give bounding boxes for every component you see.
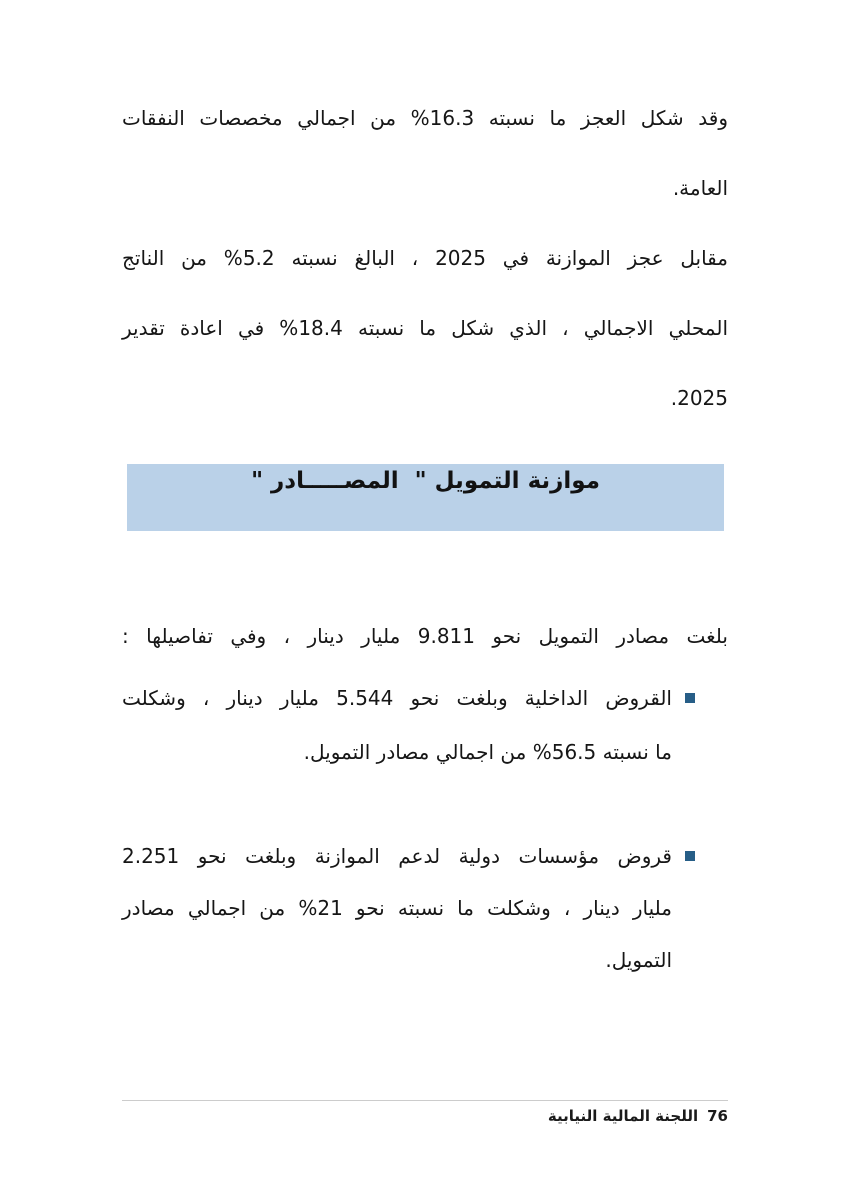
paragraph-line: المحلي الاجمالي ، الذي شكل ما نسبته 18.4% في اعادة تقدير [122, 316, 728, 340]
paragraph-line: مقابل عجز الموازنة في 2025 ، البالغ نسبته 5.2% من الناتج [122, 246, 728, 270]
bullet-line: ما نسبته 56.5% من اجمالي مصادر التمويل. [303, 740, 672, 764]
paragraph-line: 2025. [670, 386, 728, 410]
bullet-line: مليار دينار ، وشكلت ما نسبته نحو 21% من اجمالي مصادر [122, 896, 673, 920]
sources-intro-paragraph [122, 601, 728, 671]
square-bullet-icon [685, 851, 695, 861]
footer-label: اللجنة المالية النيابية [547, 1107, 699, 1125]
paragraph-line: بلغت مصادر التمويل نحو 9.811 مليار دينار ، وفي تفاصيلها : [122, 624, 728, 648]
section-heading-title: موازنة التمويل " المصـــــادر " [251, 468, 600, 494]
bullet-text [122, 671, 672, 779]
bullet-item-internal-loans [122, 671, 728, 779]
section-heading-banner [127, 464, 724, 531]
bullet-text [122, 830, 672, 986]
bullet-line: قروض مؤسسات دولية لدعم الموازنة وبلغت نحو 2.251 [122, 844, 672, 868]
bullet-line: التمويل. [605, 948, 672, 972]
bullet-line: القروض الداخلية وبلغت نحو 5.544 مليار دينار ، وشكلت [122, 686, 672, 710]
body-paragraphs [122, 83, 728, 433]
paragraph-line: وقد شكل العجز ما نسبته 16.3% من اجمالي مخصصات النفقات [122, 106, 728, 130]
paragraph-line: العامة. [672, 176, 728, 200]
page-footer [122, 1103, 728, 1129]
footer-page-number: 76 [707, 1107, 728, 1125]
square-bullet-icon [685, 693, 695, 703]
footer-rule [122, 1100, 728, 1101]
bullet-item-international-loans [122, 830, 728, 986]
